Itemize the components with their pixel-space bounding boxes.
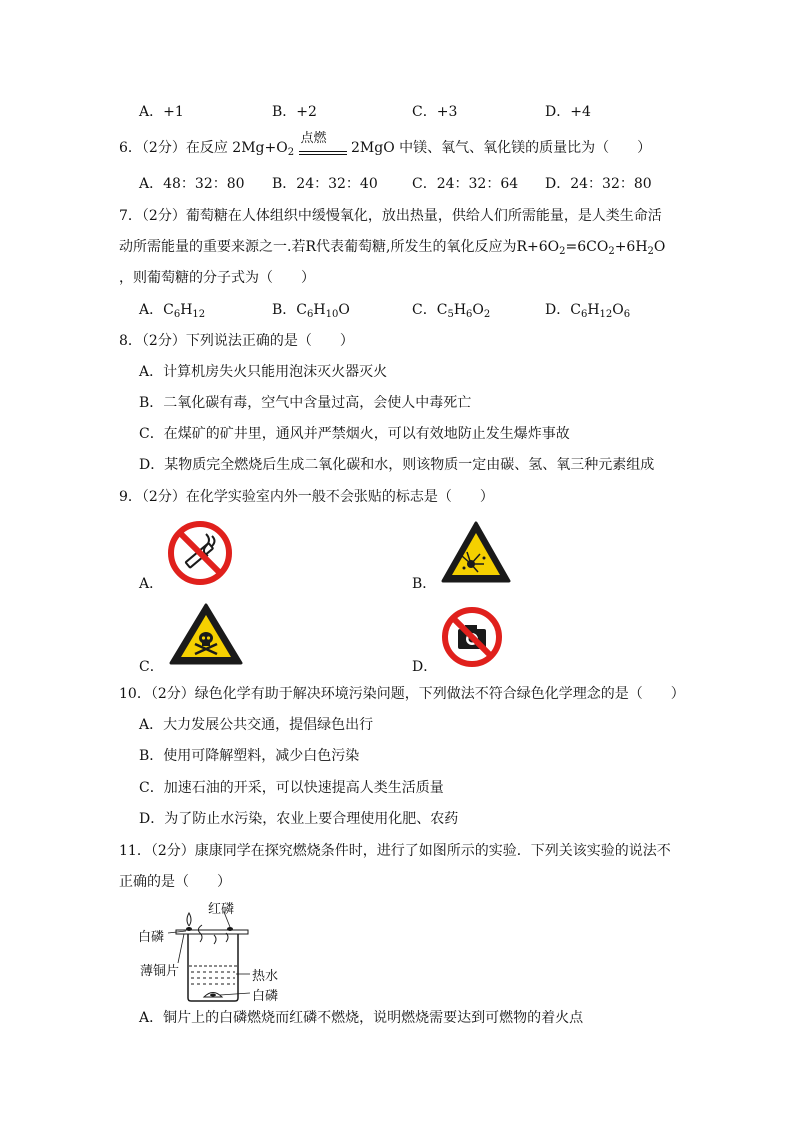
- q5-option-d[interactable]: D．+4: [545, 104, 591, 120]
- combustion-experiment-diagram: [138, 898, 298, 1004]
- q7-stem-line2: 动所需能量的重要来源之一.若R代表葡萄糖,所发生的氧化反应为$R+6O_2=6CO_2+6H_2O$: [119, 239, 666, 257]
- label-copper-plate: 薄铜片: [140, 964, 180, 979]
- q6-tail: 中镁、氧气、氧化镁的质量比为（ ）: [399, 140, 652, 156]
- q11-option-a[interactable]: A．铜片上的白磷燃烧而红磷不燃烧，说明燃烧需要达到可燃物的着火点: [139, 1010, 584, 1026]
- q6-option-d[interactable]: D．24：32：80: [545, 176, 652, 192]
- no-smoking-icon: [166, 520, 234, 586]
- q6-option-c[interactable]: C．24：32：64: [412, 176, 519, 192]
- label-white-phosphorus-bottom: 白磷: [252, 989, 279, 1004]
- q8-option-b[interactable]: B．二氧化碳有毒，空气中含量过高，会使人中毒死亡: [139, 395, 472, 411]
- q10-option-a[interactable]: A．大力发展公共交通，提倡绿色出行: [139, 717, 374, 733]
- q10-option-c[interactable]: C．加速石油的开采，可以快速提高人类生活质量: [139, 780, 444, 796]
- q8-stem: 8．（2分）下列说法正确的是（ ）: [119, 333, 354, 349]
- q6-option-a[interactable]: A．48：32：80: [139, 176, 245, 192]
- q8-option-c[interactable]: C．在煤矿的矿井里，通风并严禁烟火，可以有效地防止发生爆炸事故: [139, 426, 570, 442]
- q7-stem-line1: 7．（2分）葡萄糖在人体组织中缓慢氧化，放出热量，供给人们所需能量，是人类生命活: [119, 208, 662, 224]
- q6-equation-left: $2Mg+O_2$: [232, 140, 295, 158]
- q8-option-a[interactable]: A．计算机房失火只能用泡沫灭火器灭火: [139, 364, 388, 380]
- q6-number: 6．（2分）在反应: [119, 140, 228, 156]
- q7-option-a[interactable]: A．$C_6H_{12}$: [139, 302, 206, 320]
- explosion-icon: [440, 520, 512, 584]
- q7-option-d[interactable]: D．$C_6H_{12}O_6$: [545, 302, 631, 320]
- q10-option-b[interactable]: B．使用可降解塑料，减少白色污染: [139, 748, 360, 764]
- q8-option-d[interactable]: D．某物质完全燃烧后生成二氧化碳和水，则该物质一定由碳、氢、氧三种元素组成: [139, 457, 655, 473]
- explosive-warning-sign[interactable]: [440, 520, 512, 588]
- q5-option-a[interactable]: A．+1: [139, 104, 184, 120]
- q9-option-d-label[interactable]: D．: [412, 659, 438, 675]
- q6-equation-right: 2MgO: [350, 140, 395, 156]
- q6-condition: 点燃: [300, 131, 327, 146]
- label-hot-water: 热水: [252, 969, 279, 984]
- no-photography-sign[interactable]: [440, 605, 504, 673]
- q7-option-c[interactable]: C．$C_5H_6O_2$: [412, 302, 491, 320]
- no-smoking-sign[interactable]: [166, 520, 234, 590]
- q9-option-b-label[interactable]: B．: [412, 576, 437, 592]
- q11-stem-line1: 11．（2分）康康同学在探究燃烧条件时，进行了如图所示的实验．下列关该实验的说法不: [119, 843, 671, 859]
- label-white-phosphorus-top: 白磷: [138, 930, 165, 945]
- q9-option-c-label[interactable]: C．: [139, 659, 164, 675]
- q9-option-a-label[interactable]: A．: [139, 576, 164, 592]
- q11-stem-line2: 正确的是（ ）: [119, 874, 231, 890]
- q7-option-b[interactable]: B．$C_6H_{10}O$: [272, 302, 350, 320]
- q6-option-b[interactable]: B．24：32：40: [272, 176, 378, 192]
- no-camera-icon: [440, 605, 504, 669]
- q6-stem: [119, 131, 652, 163]
- skull-crossbones-icon: [168, 602, 244, 666]
- q6-reaction-arrow: [299, 131, 347, 163]
- q9-stem: 9．（2分）在化学实验室内外一般不会张贴的标志是（ ）: [119, 489, 494, 505]
- q7-stem-line3: ，则葡萄糖的分子式为（ ）: [119, 270, 315, 286]
- q10-option-d[interactable]: D．为了防止水污染，农业上要合理使用化肥、农药: [139, 811, 459, 827]
- toxic-warning-sign[interactable]: [168, 602, 244, 670]
- q10-stem: 10．（2分）绿色化学有助于解决环境污染问题，下列做法不符合绿色化学理念的是（ ）: [119, 686, 685, 702]
- q5-option-c[interactable]: C．+3: [412, 104, 458, 120]
- q5-option-b[interactable]: B．+2: [272, 104, 317, 120]
- label-red-phosphorus: 红磷: [208, 902, 235, 917]
